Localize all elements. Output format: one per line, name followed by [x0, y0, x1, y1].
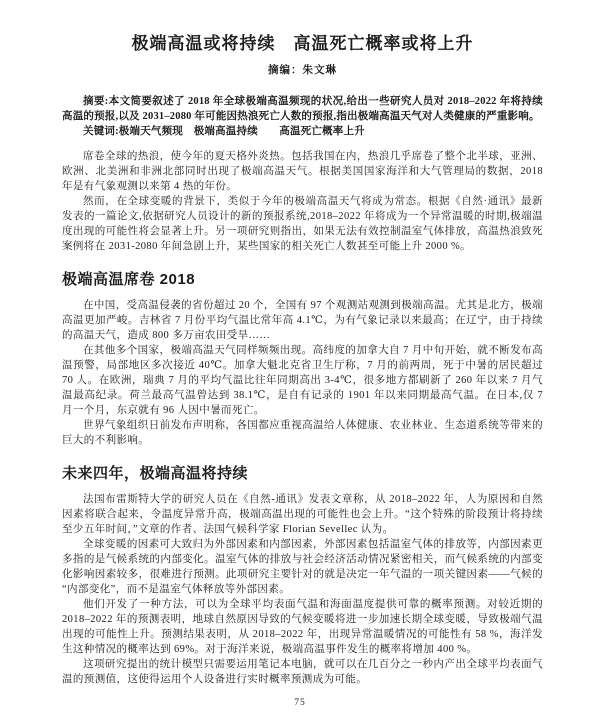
section-paragraph: 他们开发了一种方法，可以为全球平均表面气温和海面温度提供可靠的概率预测。对较近期的 2018–2022 年的预测表明，地球自然原因导致的气候变暖将进一步加速长期全球变暖，导致极端气温出现的可能性上升。预测结果表明，从 2018–2022 年，出现异常温暖情况的可能性有 58 %，海洋发生这种情况的概率达到 69%。对于海洋来说，极端高温事件发生的概率将增加 400 %。 [62, 599, 543, 655]
keywords-text: 极端天气频现 极端高温持续 高温死亡概率上升 [118, 126, 365, 137]
intro-paragraph: 然而，在全球变暖的背景下，类似于今年的极端高温天气将成为常态。根据《自然·通讯》最新发表的一篇论文,依据研究人员设计的新的预报系统,2018–2022 年将成为一个异常温暖的时期,极端温度出现的可能性将会显著上升。另一项研究则指出，如果无法有效控制温室气体排放，高温热浪致死案例将在 2031-2080 年间急剧上升，某些国家的相关死亡人数甚至可能上升 2000 %。 [62, 196, 543, 252]
section-heading-2: 未来四年，极端高温将持续 [62, 465, 249, 482]
section-heading-1: 极端高温席卷 2018 [62, 271, 196, 288]
section-paragraph: 在中国，受高温侵袭的省份超过 20 个，全国有 97 个观测站观测到极端高温。尤其是北方，极端高温更加严峻。吉林省 7 月份平均气温比常年高 4.1℃，为有气象记录以来最高；在辽宁，由于持续的高温天气，造成 800 多万亩农田受旱…… [62, 300, 543, 341]
abstract-paragraph [62, 94, 543, 124]
abstract-text: 本文简要叙述了 2018 年全球极端高温频现的状况,给出一些研究人员对 2018–2022 年将持续高温的预报,以及 2031–2080 年可能因热浪死亡人数的预报,指出极端高温天气对人类健康的严重影响。 [62, 96, 543, 122]
section-paragraph: 这项研究提出的统计模型只需要运用笔记本电脑，就可以在几百分之一秒内产出全球平均表面气温的预测值，这使得运用个人设备进行实时概率预测成为可能。 [62, 659, 543, 685]
keywords-label: 关键词: [83, 126, 119, 137]
abstract-block [62, 94, 543, 139]
byline: 摘编：朱文琳 [268, 64, 337, 76]
page-title: 极端高温或将持续 高温死亡概率或将上升 [131, 34, 474, 53]
section-paragraph: 世界气象组织日前发布声明称，各国都应重视高温给人体健康、农业林业、生态道系统等带来的巨大的不利影响。 [62, 420, 543, 446]
section-paragraph: 在其他多个国家，极端高温天气同样频频出现。高纬度的加拿大自 7 月中旬开始，就不断发布高温预警，局部地区多次接近 40℃。加拿大魁北克省卫生厅称，7 月的前两周，死于中暑的居民超过 70 人。在欧洲，瑞典 7 月的平均气温比往年同期高出 3-4℃，很多地方都刷新了 260 年以来 7 月气温最高纪录。荷兰最高气温曾达到 38.1℃，是自有记录的 1901 年以来同期最高气温。在日本,仅 7 月一个月，东京就有 96 人因中暑而死亡。 [62, 345, 543, 416]
abstract-label: 摘要: [83, 96, 109, 107]
intro-paragraph: 席卷全球的热浪，使今年的夏天格外炎热。包括我国在内，热浪几乎席卷了整个北半球，亚洲、欧洲、北美洲和非洲北部同时出现了极端高温天气。根据美国国家海洋和大气管理局的数据，2018 年是有气象观测以来第 4 热的年份。 [62, 151, 543, 192]
spacer [62, 139, 543, 149]
section-paragraph: 法国布雷斯特大学的研究人员在《自然-通讯》发表文章称，从 2018–2022 年，人为原因和自然因素将联合起来，令温度异常升高，极端高温出现的可能性也会上升。“这个特殊的阶段预计将持续至少五年时间，”文章的作者、法国气候科学家 Florian Sevellec 认为。 [62, 494, 543, 535]
keywords-line [62, 124, 543, 139]
page-number: 75 [294, 698, 306, 708]
section-paragraph: 全球变暖的因素可大致归为外部因素和内部因素，外部因素包括温室气体的排放等，内部因素更多指的是气候系统的内部变化。温室气体的排放与社会经济活动情况紧密相关，而气候系统的内部变化影响因素较多，很难进行预测。此项研究主要针对的就是决定一年气温的一项关键因素——气候的“内部变化”，而不是温室气体释放等外部因素。 [62, 539, 543, 595]
